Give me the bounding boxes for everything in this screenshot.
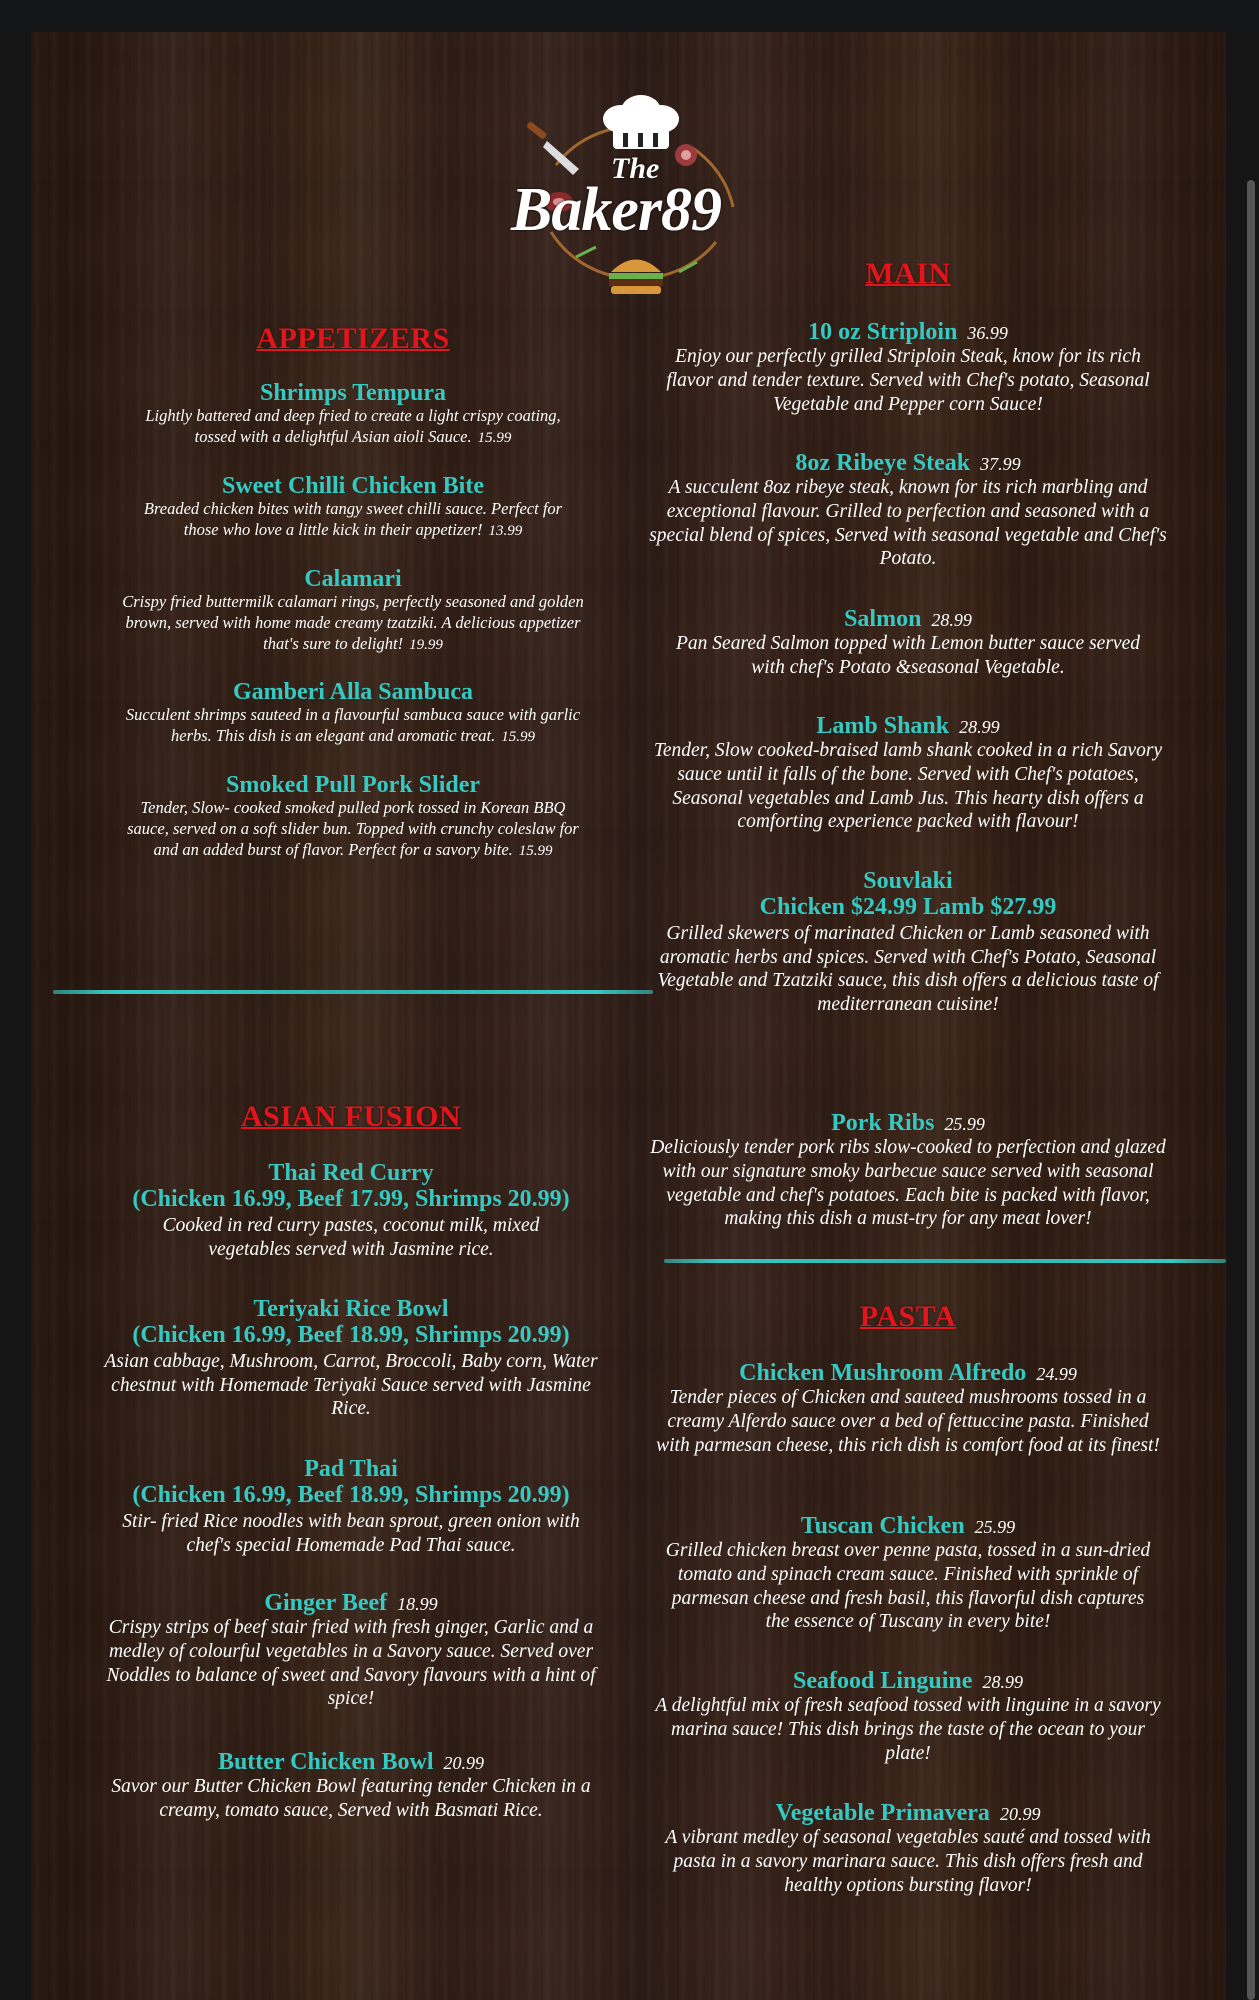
item-desc: A vibrant medley of seasonal vegetables sauté and tossed with pasta in a savory marinara sauce. This dish offers fresh and healthy options bursting flavor! <box>665 1827 1151 1896</box>
appetizers-title: APPETIZERS <box>256 322 450 355</box>
main-section <box>643 257 1173 1257</box>
menu-item <box>93 380 613 448</box>
item-name: Calamari <box>304 566 402 592</box>
item-name: Souvlaki <box>863 868 953 894</box>
item-name: Pad Thai <box>304 1456 398 1482</box>
scrollbar[interactable] <box>1247 180 1255 2000</box>
item-prices: (Chicken 16.99, Beef 18.99, Shrimps 20.99) <box>132 1322 570 1349</box>
menu-item <box>76 1160 626 1261</box>
menu-item <box>643 606 1173 680</box>
section-divider <box>53 990 653 994</box>
item-name: Teriyaki Rice Bowl <box>253 1296 449 1322</box>
appetizers-section <box>93 322 613 922</box>
item-name: Salmon 28.99 <box>844 606 972 632</box>
item-price: 28.99 <box>931 610 972 630</box>
item-name: Butter Chicken Bowl 20.99 <box>217 1749 485 1775</box>
item-desc: A succulent 8oz ribeye steak, known for its rich marbling and exceptional flavour. Grilled to perfection and seasoned with a special blend of spices, Served with seasonal vegetable and Chef's Potato. <box>649 477 1167 570</box>
menu-item <box>643 1110 1173 1231</box>
item-prices: (Chicken 16.99, Beef 17.99, Shrimps 20.99) <box>132 1186 570 1213</box>
item-prices: Chicken $24.99 Lamb $27.99 <box>759 894 1057 921</box>
item-name: Vegetable Primavera 20.99 <box>775 1800 1041 1826</box>
item-price: 18.99 <box>397 1594 438 1614</box>
menu-board <box>31 32 1226 2000</box>
menu-item <box>93 679 613 747</box>
item-desc: Asian cabbage, Mushroom, Carrot, Broccoli, Baby corn, Water chestnut with Homemade Teriyaki Sauce served with Jasmine Rice. <box>104 1350 598 1420</box>
item-name: Chicken Mushroom Alfredo 24.99 <box>739 1360 1077 1386</box>
item-name: Sweet Chilli Chicken Bite <box>222 473 484 499</box>
item-desc: Deliciously tender pork ribs slow-cooked to perfection and glazed with our signature smoky barbecue sauce served with seasonal vegetable and chef's potatoes. Each bite is packed with flavor, making this dish a must-try for any meat lover! <box>650 1137 1166 1230</box>
item-name: Pork Ribs 25.99 <box>831 1110 985 1136</box>
item-name: Smoked Pull Pork Slider <box>225 772 481 798</box>
menu-item <box>643 1513 1173 1634</box>
item-name: Gamberi Alla Sambuca <box>232 679 473 705</box>
item-desc: Tender, Slow cooked-braised lamb shank cooked in a rich Savory sauce until it falls of the bone. Served with Chef's potatoes, Seasonal vegetables and Lamb Jus. This hearty dish offers a comforting experience packed with flavour! <box>653 740 1163 833</box>
item-price: 15.99 <box>501 729 535 746</box>
asian-fusion-section <box>76 1100 626 1880</box>
item-name: Ginger Beef 18.99 <box>264 1590 438 1616</box>
item-price: 15.99 <box>518 842 553 859</box>
item-name: 8oz Ribeye Steak 37.99 <box>795 450 1021 476</box>
menu-item <box>643 319 1173 416</box>
item-price: 24.99 <box>1036 1364 1077 1384</box>
item-prices: (Chicken 16.99, Beef 18.99, Shrimps 20.99) <box>132 1482 570 1509</box>
item-desc: Pan Seared Salmon topped with Lemon butter sauce served with chef's Potato &seasonal Vegetable. <box>676 633 1140 678</box>
item-desc: Grilled chicken breast over penne pasta, tossed in a sun-dried tomato and spinach cream sauce. Finished with sprinkle of parmesan cheese and fresh basil, this flavorful dish captures the essence of Tuscany in every bite! <box>665 1540 1151 1633</box>
pasta-section <box>643 1300 1173 1980</box>
item-name: Shrimps Tempura <box>259 380 447 406</box>
menu-item <box>643 450 1173 571</box>
item-price: 36.99 <box>967 323 1008 343</box>
chef-hat-icon <box>603 95 679 149</box>
top-bar <box>0 0 1259 32</box>
item-price: 13.99 <box>488 523 523 540</box>
item-desc: Tender, Slow- cooked smoked pulled pork tossed in Korean BBQ sauce, served on a soft slider bun. Topped with crunchy coleslaw for and an added burst of flavor. Perfect for a savory bite. 15.99 <box>127 798 579 859</box>
item-desc: A delightful mix of fresh seafood tossed with linguine in a savory marina sauce! This dish brings the taste of the ocean to your plate! <box>655 1695 1161 1764</box>
menu-item <box>76 1749 626 1823</box>
item-desc: Cooked in red curry pastes, coconut milk, mixed vegetables served with Jasmine rice. <box>162 1214 540 1260</box>
item-desc: Crispy strips of beef stair fried with fresh ginger, Garlic and a medley of colourful vegetables in a Savory sauce. Served over Noddles to balance of sweet and Savory flavours with a hint of spice! <box>106 1617 596 1710</box>
main-title: MAIN <box>865 257 951 290</box>
menu-item <box>93 772 613 861</box>
item-name: 10 oz Striploin 36.99 <box>808 319 1008 345</box>
item-price: 25.99 <box>944 1114 985 1134</box>
item-price: 25.99 <box>974 1517 1016 1537</box>
logo-the: The <box>611 152 660 185</box>
menu-item <box>76 1296 626 1421</box>
item-price: 20.99 <box>999 1804 1041 1824</box>
item-desc: Grilled skewers of marinated Chicken or Lamb seasoned with aromatic herbs and spices. Served with Chef's Potato, Seasonal Vegetable and Tzatziki sauce, this dish offers a delicious taste of mediterranean cuisine! <box>657 922 1159 1015</box>
meat-icon <box>675 144 697 166</box>
item-desc: Savor our Butter Chicken Bowl featuring tender Chicken in a creamy, tomato sauce, Served with Basmati Rice. <box>111 1776 591 1821</box>
item-price: 15.99 <box>477 430 512 447</box>
section-divider <box>664 1259 1226 1263</box>
menu-item <box>643 1800 1173 1897</box>
menu-item <box>76 1456 626 1557</box>
menu-item <box>643 1668 1173 1765</box>
menu-item <box>643 868 1173 1016</box>
item-desc: Succulent shrimps sauteed in a flavourful sambuca sauce with garlic herbs. This dish is an elegant and aromatic treat. 15.99 <box>125 705 581 746</box>
menu-item <box>643 713 1173 834</box>
item-name: Tuscan Chicken 25.99 <box>800 1513 1016 1539</box>
asian-fusion-title: ASIAN FUSION <box>240 1100 462 1133</box>
item-desc: Tender pieces of Chicken and sauteed mushrooms tossed in a creamy Alferdo sauce over a bed of fettuccine pasta. Finished with parmesan cheese, this rich dish is comfort food at its finest! <box>656 1387 1160 1456</box>
item-name: Seafood Linguine 28.99 <box>793 1668 1023 1694</box>
item-desc: Crispy fried buttermilk calamari rings, perfectly seasoned and golden brown, served with home made creamy tzatziki. A delicious appetizer that's sure to delight! 19.99 <box>122 592 584 653</box>
item-name: Lamb Shank 28.99 <box>816 713 1000 739</box>
pasta-title: PASTA <box>859 1300 957 1333</box>
menu-item <box>76 1590 626 1711</box>
item-desc: Breaded chicken bites with tangy sweet chilli sauce. Perfect for those who love a little kick in their appetizer! 13.99 <box>143 499 563 540</box>
item-price: 37.99 <box>980 454 1021 474</box>
item-desc: Enjoy our perfectly grilled Striploin Steak, know for its rich flavor and tender texture. Served with Chef's potato, Seasonal Vegetable and Pepper corn Sauce! <box>666 346 1150 415</box>
menu-item <box>93 473 613 541</box>
menu-item <box>643 1360 1173 1457</box>
item-desc: Stir- fried Rice noodles with bean sprout, green onion with chef's special Homemade Pad Thai sauce. <box>122 1510 580 1556</box>
item-desc: Lightly battered and deep fried to create a light crispy coating, tossed with a delightful Asian aioli Sauce. 15.99 <box>145 406 561 447</box>
item-price: 20.99 <box>443 1753 485 1773</box>
item-price: 28.99 <box>959 717 1000 737</box>
item-price: 19.99 <box>409 636 443 653</box>
logo-name: Baker89 <box>511 176 721 244</box>
item-name: Thai Red Curry <box>268 1160 434 1186</box>
menu-item <box>93 566 613 655</box>
item-price: 28.99 <box>982 1672 1023 1692</box>
